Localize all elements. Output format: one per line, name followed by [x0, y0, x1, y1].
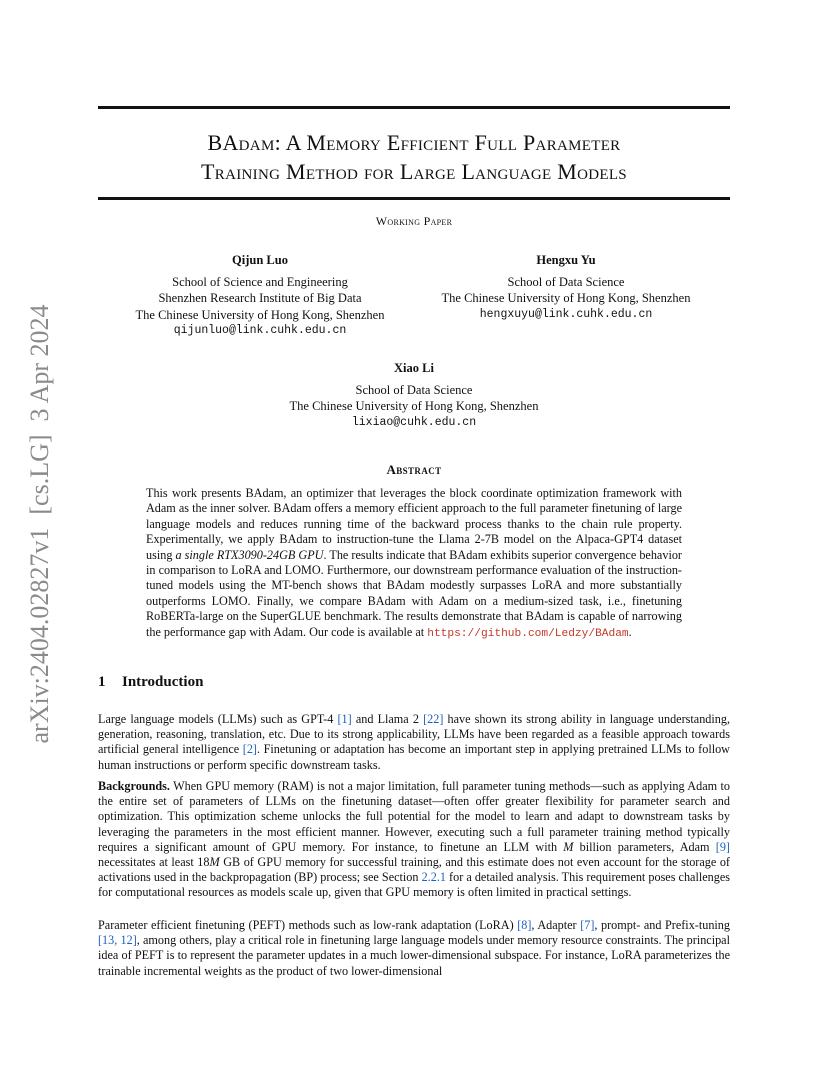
abstract-text-part: This work presents BAdam, an optimizer that leverages the block coordinate optimization framework with Adam as the inner solver. BAdam offers a memory efficient approach to the full parameter finetuning of large language models and reduces running time of the backward process thanks to the chain rule property. Experimentally, we apply BAdam to instruction-tune the Llama 2-7B model on the Alpaca-GPT4 dataset using [146, 486, 682, 562]
paragraph-text: , among others, play a critical role in finetuning large language models under memory resource constraints. The principal idea of PEFT is to represent the parameter updates in a much lower-dimensional subspace. For instance, LoRA parameterizes the trainable incremental weights as the product of two lower-dimensional [98, 933, 730, 978]
citation-link[interactable]: [8] [517, 918, 532, 932]
author-block [264, 360, 564, 431]
paper-type-label: Working Paper [375, 214, 453, 228]
body-paragraph [98, 918, 730, 979]
paragraph-text: and Llama 2 [351, 712, 424, 726]
section-heading [98, 674, 203, 691]
paragraph-text: have shown its strong ability in language understanding, generation, reasoning, translation, etc. Due to its strong applicability, LLMs have been regarded as a feasible approach towards artificial general intelligence [98, 712, 730, 757]
section-number: 1 [98, 674, 106, 690]
paper-title-line-1: BAdam: A Memory Efficient Full Parameter [207, 130, 621, 155]
abstract-emphasis: a single RTX3090-24GB GPU [175, 547, 324, 562]
paragraph-text: , prompt- and Prefix-tuning [594, 918, 730, 932]
author-affiliation: The Chinese University of Hong Kong, Shenzhen [441, 291, 691, 305]
body-paragraph [98, 779, 730, 901]
author-affiliation: Shenzhen Research Institute of Big Data [158, 291, 362, 305]
author-name: Xiao Li [394, 361, 434, 375]
citation-link[interactable]: [9] [715, 839, 730, 854]
citation-link[interactable]: [13, 12] [98, 933, 137, 948]
author-block [110, 252, 410, 340]
abstract-heading: Abstract [386, 462, 442, 477]
author-affiliation: School of Data Science [507, 274, 625, 289]
author-email[interactable]: qijunluo@link.cuhk.edu.cn [173, 324, 347, 337]
title-rule-top [98, 106, 730, 109]
citation-link[interactable]: [22] [423, 712, 444, 726]
paper-title-line-2: Training Method for Large Language Models [201, 159, 627, 184]
author-affiliation: The Chinese University of Hong Kong, Shenzhen [289, 399, 539, 413]
author-name: Qijun Luo [232, 253, 288, 267]
paragraph-text: Large language models (LLMs) such as GPT-4 [98, 712, 338, 726]
abstract-text [146, 486, 682, 642]
math-symbol: M [209, 855, 220, 870]
paragraph-text: Parameter efficient finetuning (PEFT) methods such as low-rank adaptation (LoRA) [98, 918, 518, 932]
author-email[interactable]: lixiao@cuhk.edu.cn [351, 415, 477, 429]
paragraph-lead: Backgrounds. [98, 779, 170, 793]
arxiv-side-stamp [20, 294, 58, 754]
paragraph-text: . Finetuning or adaptation has become an important step in applying pretrained LLMs to follow human instructions or perform specific downstream tasks. [98, 742, 730, 772]
arxiv-identifier: arXiv:2404.02827v1 [cs.LG] 3 Apr 2024 [25, 304, 54, 744]
section-title: Introduction [122, 674, 204, 690]
body-paragraph [98, 712, 730, 773]
author-affiliation: School of Data Science [355, 382, 473, 397]
citation-link[interactable]: [1] [337, 712, 352, 726]
paragraph-text: necessitates at least 18 [98, 855, 210, 870]
paragraph-text: , Adapter [531, 918, 581, 932]
abstract-text-part: . The results indicate that BAdam exhibits superior convergence behavior in comparison to LoRA and LOMO. Furthermore, our downstream performance evaluation of the instruction-tuned models using the MT-bench shows that BAdam modestly surpasses LoRA and more substantially outperforms LOMO. Finally, we compare BAdam with Adam on a medium-sized task, i.e., finetuning RoBERTa-large on the SuperGLUE benchmark. The results demonstrate that BAdam is capable of narrowing the performance gap with Adam. Our code is available at [146, 547, 682, 639]
math-symbol: M [563, 839, 574, 854]
author-affiliation: The Chinese University of Hong Kong, Shenzhen [135, 307, 385, 322]
author-affiliation: School of Science and Engineering [172, 274, 348, 289]
abstract-text-part: . [628, 624, 632, 639]
citation-link[interactable]: [7] [580, 918, 595, 932]
code-link[interactable]: https://github.com/Ledzy/BAdam [427, 627, 629, 640]
section-reference-link[interactable]: 2.2.1 [421, 870, 446, 885]
author-block [416, 252, 716, 323]
author-email[interactable]: hengxuyu@link.cuhk.edu.cn [479, 307, 653, 321]
citation-link[interactable]: [2] [242, 742, 257, 757]
paper-title [98, 128, 730, 186]
author-name: Hengxu Yu [536, 253, 596, 267]
paragraph-text: When GPU memory (RAM) is not a major limitation, full parameter tuning methods—such as applying Adam to the entire set of parameters of LLMs on the finetuning dataset—often offer greater flexibility for parameter search and optimization. This optimization scheme unlocks the full potential for the model to learn and adapt to downstream tasks by leveraging the parameters in the most efficient manner. However, executing such a full parameter training method typically requires a significant amount of GPU memory. For instance, to finetune an LLM with [98, 779, 730, 854]
paragraph-text: GB of GPU memory for successful training, and this estimate does not even account for the storage of activations used in the backpropagation (BP) process; see Section [98, 855, 730, 885]
paragraph-text: for a detailed analysis. This requirement poses challenges for computational resources as models scale up, given that GPU memory is often limited in practical settings. [98, 870, 730, 900]
title-rule-bottom [98, 197, 730, 200]
paragraph-text: billion parameters, Adam [573, 839, 716, 854]
